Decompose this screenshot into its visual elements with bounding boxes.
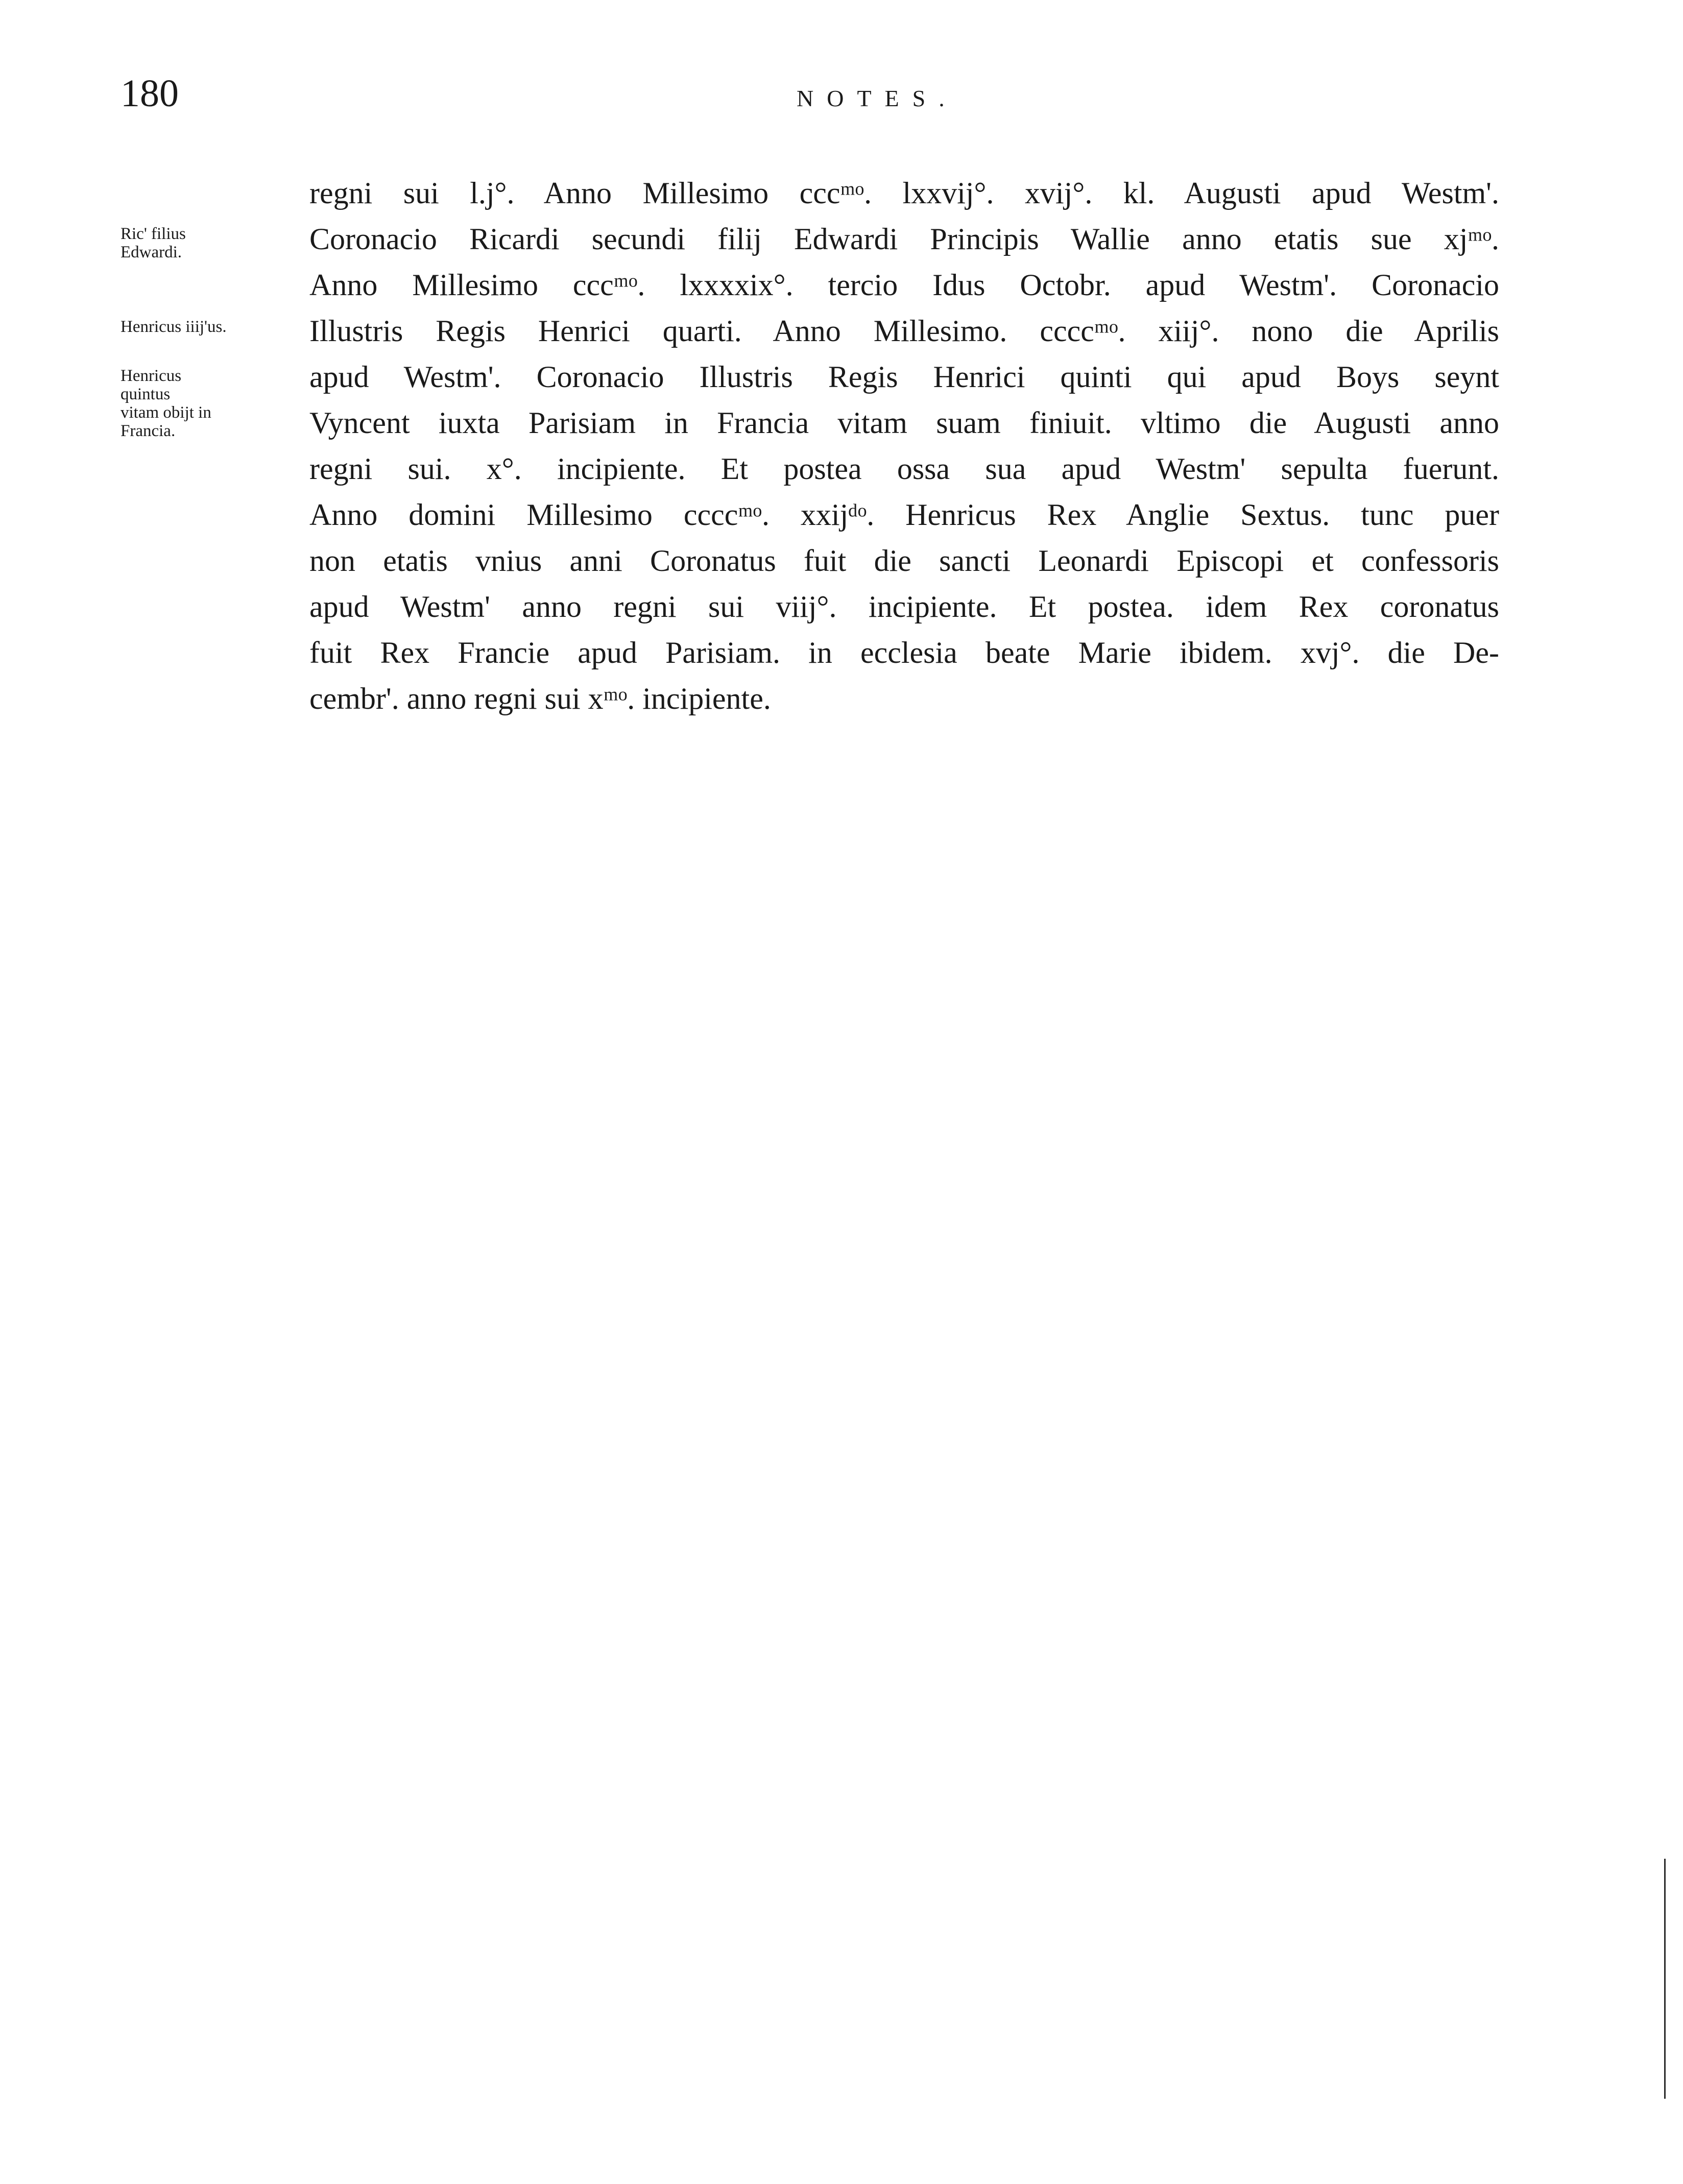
marginal-note-line: Ric' filius (121, 225, 186, 243)
marginal-note-line: Henricus iiij'us. (121, 318, 227, 336)
marginal-note-henricus-quintus (121, 367, 289, 440)
body-line: Anno Millesimo cccᵐᵒ. lxxxxix°. tercio Idus Octobr. apud Westm'. Coronacio (309, 268, 1499, 302)
marginal-note-line: Edwardi. (121, 243, 182, 261)
body-line: regni sui l.j°. Anno Millesimo cccᵐᵒ. lxxvij°. xvij°. kl. Augusti apud Westm'. (309, 176, 1499, 210)
marginal-note-line: Francia. (121, 422, 176, 440)
running-head: NOTES. (797, 85, 958, 111)
marginal-note-henricus-quartus (121, 318, 289, 336)
page-number: 180 (121, 72, 179, 115)
body-line: Illustris Regis Henrici quarti. Anno Millesimo. ccccᵐᵒ. xiij°. nono die Aprilis (309, 314, 1499, 348)
body-line: cembr'. anno regni sui xᵐᵒ. incipiente. (309, 682, 771, 715)
marginal-note-ricardus (121, 225, 289, 261)
body-line: apud Westm'. Coronacio Illustris Regis Henrici quinti qui apud Boys seynt (309, 360, 1499, 394)
body-line: fuit Rex Francie apud Parisiam. in ecclesia beate Marie ibidem. xvj°. die De- (309, 636, 1499, 669)
marginal-note-line: quintus (121, 385, 171, 403)
body-line: non etatis vnius anni Coronatus fuit die sancti Leonardi Episcopi et confessoris (309, 544, 1499, 578)
body-line: apud Westm' anno regni sui viij°. incipiente. Et postea. idem Rex coronatus (309, 590, 1499, 623)
body-text (309, 170, 1499, 722)
page-edge-rule (1664, 1859, 1666, 2099)
body-line: Vyncent iuxta Parisiam in Francia vitam suam finiuit. vltimo die Augusti anno (309, 406, 1499, 440)
body-line: regni sui. x°. incipiente. Et postea ossa sua apud Westm' sepulta fuerunt. (309, 452, 1499, 486)
marginal-note-line: Henricus (121, 367, 182, 385)
body-line: Anno domini Millesimo ccccᵐᵒ. xxijᵈᵒ. Henricus Rex Anglie Sextus. tunc puer (309, 498, 1499, 532)
marginal-note-line: vitam obijt in (121, 403, 211, 422)
body-line: Coronacio Ricardi secundi filij Edwardi Principis Wallie anno etatis sue xjᵐᵒ. (309, 222, 1499, 256)
